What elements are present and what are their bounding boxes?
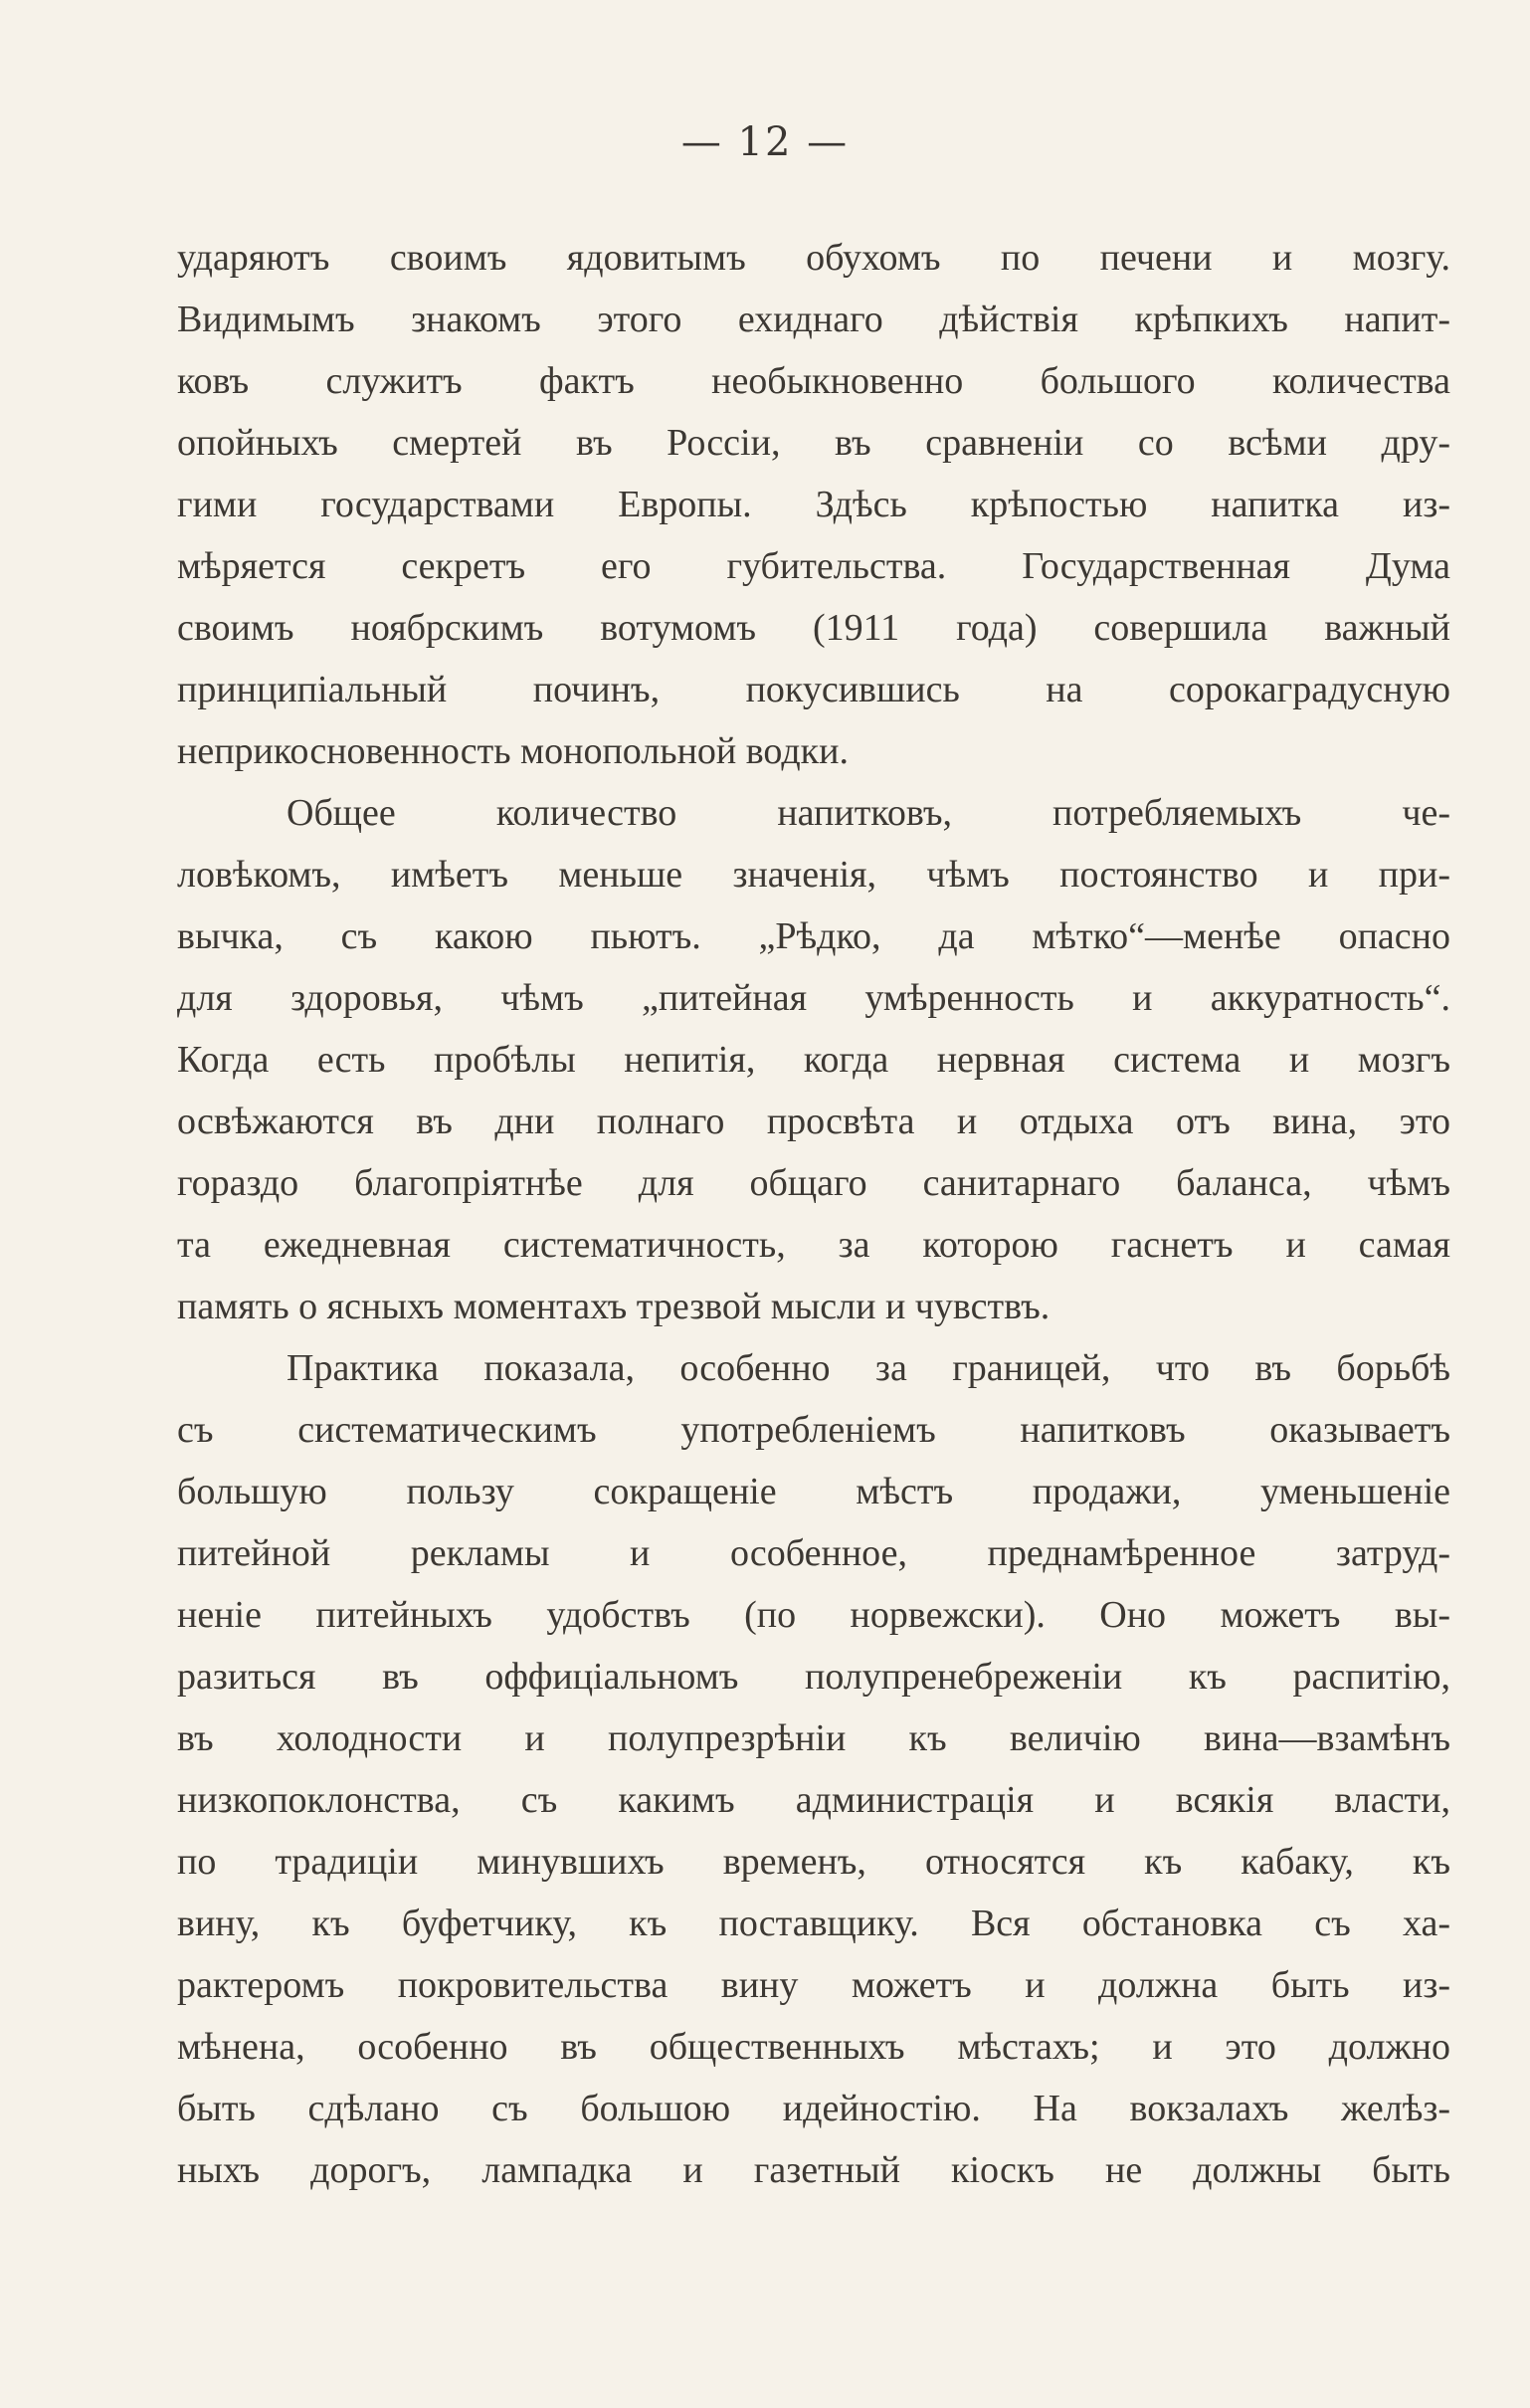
page-number: — 12 — <box>680 119 850 165</box>
text-line: ударяютъ своимъ ядовитымъ обухомъ по печени и мозгу. <box>177 237 1450 279</box>
text-line: та ежедневная систематичность, за которою гаснетъ и самая <box>177 1224 1450 1266</box>
text-line: рактеромъ покровительства вину можетъ и должна быть из- <box>177 1964 1450 2006</box>
text-line: неприкосновенность монопольной водки. <box>177 730 849 772</box>
text-line: Общее количество напитковъ, потребляемыхъ че- <box>287 792 1450 834</box>
text-line: разиться въ оффиціальномъ полупренебреженіи къ распитію, <box>177 1656 1450 1698</box>
text-line: Видимымъ знакомъ этого ехиднаго дѣйствія крѣпкихъ напит- <box>177 299 1450 340</box>
text-line: гораздо благопріятнѣе для общаго санитарнаго баланса, чѣмъ <box>177 1162 1450 1204</box>
paragraph-2 <box>177 782 1450 1337</box>
text-line: въ холодности и полупрезрѣніи къ величію вина—взамѣнъ <box>177 1717 1450 1759</box>
text-line: вину, къ буфетчику, къ поставщику. Вся обстановка съ ха- <box>177 1903 1450 1944</box>
text-line: Практика показала, особенно за границей, что въ борьбѣ <box>287 1347 1450 1389</box>
body-text <box>177 227 1450 2201</box>
paragraph-3 <box>177 1337 1450 2201</box>
text-line: мѣнена, особенно въ общественныхъ мѣстахъ; и это должно <box>177 2026 1450 2068</box>
text-line: ловѣкомъ, имѣетъ меньше значенія, чѣмъ постоянство и при- <box>177 854 1450 896</box>
text-line: своимъ ноябрскимъ вотумомъ (1911 года) совершила важный <box>177 607 1450 649</box>
text-line: для здоровья, чѣмъ „питейная умѣренность и аккуратность“. <box>177 977 1450 1019</box>
text-line: питейной рекламы и особенное, преднамѣренное затруд- <box>177 1532 1450 1574</box>
text-line: мѣряется секретъ его губительства. Государственная Дума <box>177 545 1450 587</box>
text-line: освѣжаются въ дни полнаго просвѣта и отдыха отъ вина, это <box>177 1101 1450 1142</box>
text-line: по традиціи минувшихъ временъ, относятся къ кабаку, къ <box>177 1841 1450 1883</box>
text-line: принципіальный починъ, покусившись на сорокаградусную <box>177 669 1450 710</box>
paragraph-1 <box>177 227 1450 782</box>
text-line: быть сдѣлано съ большою идейностію. На вокзалахъ желѣз- <box>177 2088 1450 2129</box>
text-line: опойныхъ смертей въ Россіи, въ сравненіи со всѣми дру- <box>177 422 1450 464</box>
text-line: вычка, съ какою пьютъ. „Рѣдко, да мѣтко“—менѣе опасно <box>177 915 1450 957</box>
text-line: ныхъ дорогъ, лампадка и газетный кіоскъ не должны быть <box>177 2149 1450 2191</box>
text-line: Когда есть пробѣлы непитія, когда нервная система и мозгъ <box>177 1039 1450 1081</box>
text-line: память о ясныхъ моментахъ трезвой мысли и чувствъ. <box>177 1286 1051 1327</box>
text-line: съ систематическимъ употребленіемъ напитковъ оказываетъ <box>177 1409 1450 1451</box>
text-line: неніе питейныхъ удобствъ (по норвежски). Оно можетъ вы- <box>177 1594 1450 1636</box>
text-line: низкопоклонства, съ какимъ администрація и всякія власти, <box>177 1779 1450 1821</box>
text-line: ковъ служитъ фактъ необыкновенно большого количества <box>177 360 1450 402</box>
text-line: большую пользу сокращеніе мѣстъ продажи, уменьшеніе <box>177 1471 1450 1512</box>
text-line: гими государствами Европы. Здѣсь крѣпостью напитка из- <box>177 484 1450 525</box>
